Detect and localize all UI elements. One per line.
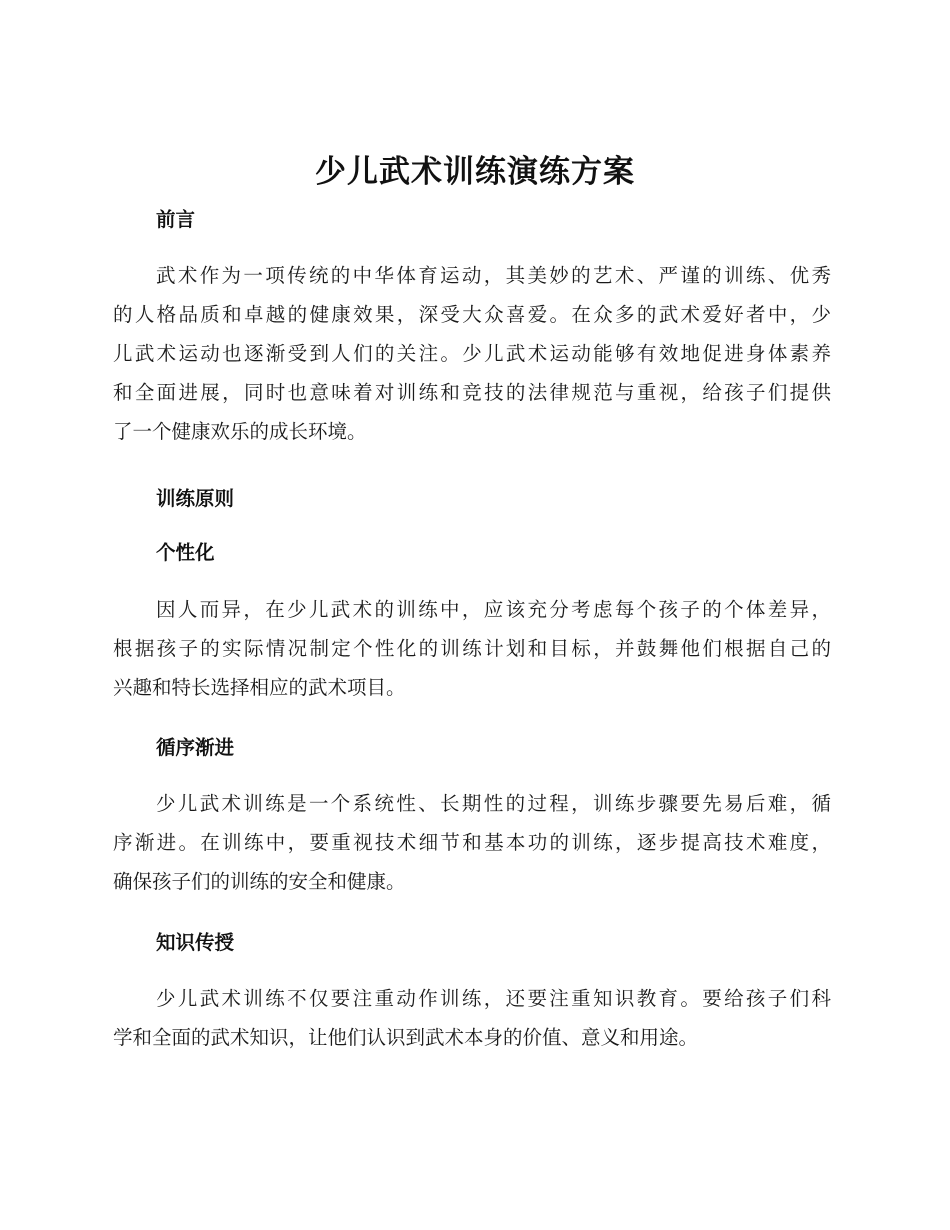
paragraph-line: 和全面进展，同时也意味着对训练和竞技的法律规范与重视，给孩子们提供 — [113, 381, 831, 404]
paragraph-personalization — [113, 590, 831, 707]
paragraph-progression — [113, 784, 831, 901]
paragraph-preface — [113, 256, 831, 451]
paragraph-line: 因人而异，在少儿武术的训练中，应该充分考虑每个孩子的个体差异， — [156, 598, 831, 621]
paragraph-line: 武术作为一项传统的中华体育运动，其美妙的艺术、严谨的训练、优秀 — [156, 264, 831, 287]
document-title: 少儿武术训练演练方案 — [315, 154, 635, 190]
section-heading-knowledge: 知识传授 — [156, 931, 235, 954]
section-heading-training-principles: 训练原则 — [156, 487, 235, 510]
paragraph-line: 序渐进。在训练中，要重视技术细节和基本功的训练，逐步提高技术难度， — [113, 831, 831, 854]
paragraph-line: 兴趣和特长选择相应的武术项目。 — [113, 676, 406, 699]
section-heading-personalization: 个性化 — [156, 541, 215, 564]
section-heading-preface: 前言 — [156, 208, 196, 231]
paragraph-knowledge — [113, 979, 831, 1057]
paragraph-line: 的人格品质和卓越的健康效果，深受大众喜爱。在众多的武术爱好者中，少 — [113, 303, 831, 326]
paragraph-line: 儿武术运动也逐渐受到人们的关注。少儿武术运动能够有效地促进身体素养 — [113, 342, 831, 365]
paragraph-line: 少儿武术训练是一个系统性、长期性的过程，训练步骤要先易后难，循 — [156, 792, 831, 815]
paragraph-line: 了一个健康欢乐的成长环境。 — [113, 420, 367, 443]
paragraph-line: 确保孩子们的训练的安全和健康。 — [113, 870, 406, 893]
section-heading-progression: 循序渐进 — [156, 736, 235, 759]
paragraph-line: 少儿武术训练不仅要注重动作训练，还要注重知识教育。要给孩子们科 — [156, 987, 831, 1010]
paragraph-line: 根据孩子的实际情况制定个性化的训练计划和目标，并鼓舞他们根据自己的 — [113, 637, 831, 660]
paragraph-line: 学和全面的武术知识，让他们认识到武术本身的价值、意义和用途。 — [113, 1026, 699, 1049]
